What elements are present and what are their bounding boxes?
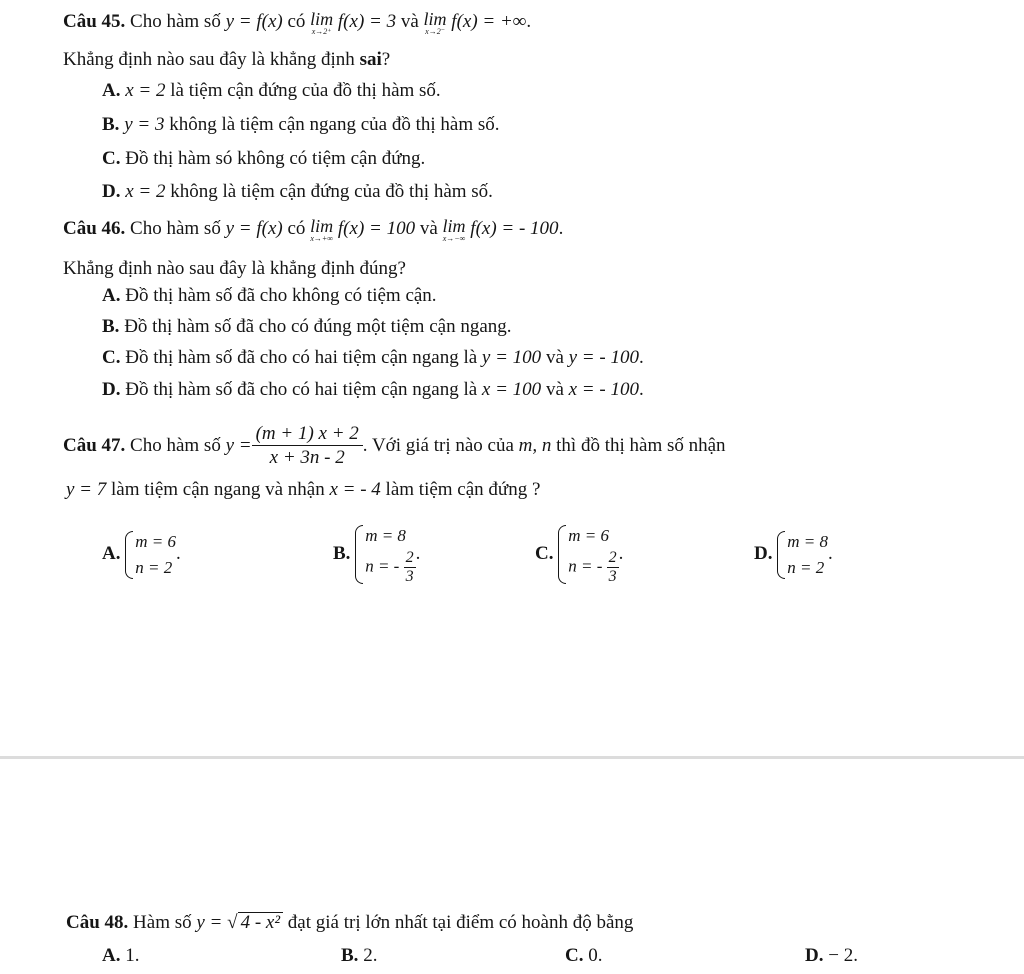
q46-stem: Câu 46. Cho hàm số y = f(x) có lim x→+∞ f(x) = 100 và lim x→−∞ f(x) = - 100. [63,216,564,243]
q47-system-d: m = 8 n = 2 [777,529,828,581]
q48-stem: Câu 48. Hàm số y = √ 4 - x² đạt giá trị lớn nhất tại điểm có hoành độ bằng [66,912,634,933]
q47-system-a: m = 6 n = 2 [125,529,176,581]
q47-system-b: m = 8 n = - $\frac{2}{3}$ [355,523,415,586]
q47-stem: Câu 47. Cho hàm số y = $\frac{(m + 1) x + 2}{x + 3n - 2}$ . Với giá trị nào của m, n thì đồ thị hàm số nhận [63,423,726,469]
q45-limit-2: lim x→2⁻ [423,9,447,36]
q47-label: Câu 47. [63,435,126,456]
q47-system-c: m = 6 n = - $\frac{2}{3}$ [558,523,618,586]
q45-func: y = f(x) [225,11,283,32]
q47-fraction: $\frac{(m + 1) x + 2}{x + 3n - 2}$ [252,423,363,470]
q45-stem: Câu 45. Cho hàm số y = f(x) có lim x→2⁺ f(x) = 3 và lim x→2⁻ f(x) = +∞. [63,9,532,36]
q46-question: Khẳng định nào sau đây là khẳng định đúng? [63,258,406,279]
q47-option-a: A. m = 6 n = 2 . [102,524,181,584]
q45-option-a: A. x = 2 là tiệm cận đứng của đồ thị hàm số. [102,80,441,101]
q45-label: Câu 45. [63,11,126,32]
q47-option-d: D. m = 8 n = 2 . [754,524,833,584]
q48-option-c: C. 0. [565,945,603,966]
q48-option-d: D. − 2. [805,945,858,966]
q46-option-b: B. Đồ thị hàm số đã cho có đúng một tiệm cận ngang. [102,316,512,337]
q47-option-b: B. m = 8 n = - $\frac{2}{3}$ . [333,514,420,594]
q48-sqrt: 4 - x² [238,912,283,933]
q46-limit-1: lim x→+∞ [310,216,334,243]
q47-option-c: C. m = 6 n = - $\frac{2}{3}$ . [535,514,623,594]
q47-line-2: y = 7 làm tiệm cận ngang và nhận x = - 4 làm tiệm cận đứng ? [66,479,541,500]
q45-option-c: C. Đồ thị hàm só không có tiệm cận đứng. [102,148,426,169]
page-divider [0,756,1024,759]
q45-option-d: D. x = 2 không là tiệm cận đứng của đồ thị hàm số. [102,181,493,202]
q48-option-a: A. 1. [102,945,140,966]
q46-option-a: A. Đồ thị hàm số đã cho không có tiệm cận. [102,285,437,306]
q48-label: Câu 48. [66,912,129,933]
q45-option-b: B. y = 3 không là tiệm cận ngang của đồ thị hàm số. [102,114,500,135]
q46-option-c: C. Đồ thị hàm số đã cho có hai tiệm cận ngang là y = 100 và y = - 100. [102,347,644,368]
q46-limit-2: lim x→−∞ [442,216,466,243]
q48-option-b: B. 2. [341,945,378,966]
q46-option-d: D. Đồ thị hàm số đã cho có hai tiệm cận ngang là x = 100 và x = - 100. [102,379,644,400]
q45-question: Khẳng định nào sau đây là khẳng định sai? [63,49,391,70]
q45-limit-1: lim x→2⁺ [310,9,334,36]
q46-label: Câu 46. [63,218,126,239]
